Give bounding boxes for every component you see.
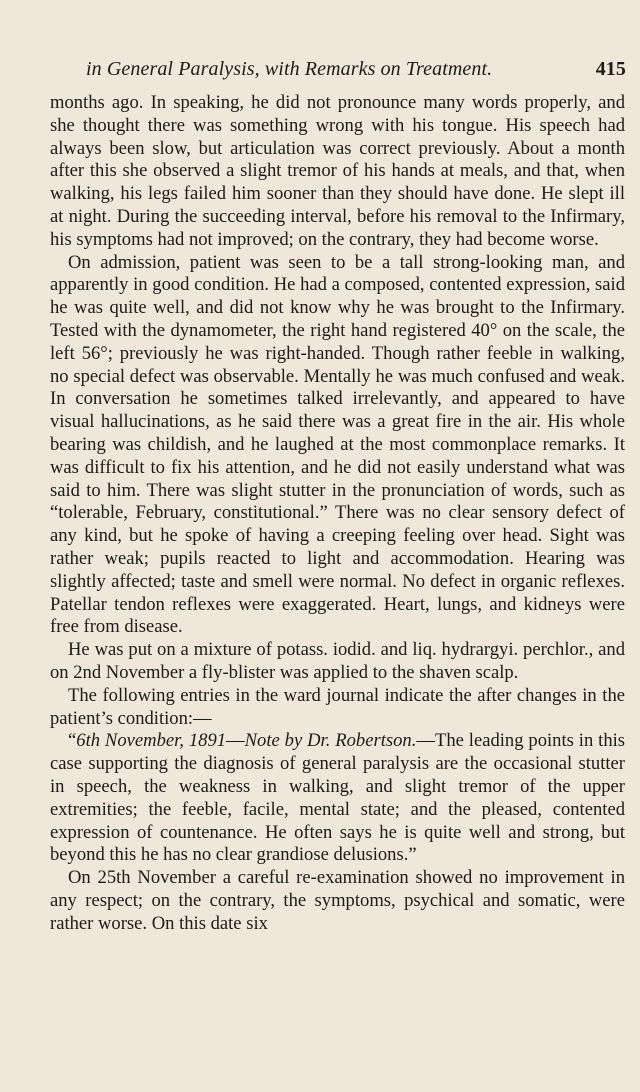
journal-entry-dash: —	[226, 730, 245, 752]
journal-entry-text: —The leading points in this case supporting the diagnosis of general paralysis are the occasional stutter in speech, the weakness in walking, and slight tremor of the upper extremities; the feeble, facile, mental state; and the pleased, contented expression of countenance. He often says he is quite well and strong, but beyond this he has no clear grandiose delusions.”	[50, 730, 626, 866]
running-head-title: in General Paralysis, with Remarks on Treatment.	[86, 58, 493, 80]
page-number: 415	[595, 58, 626, 80]
journal-entry-note: Note by Dr. Robertson.	[244, 730, 417, 752]
journal-open-quote: “	[68, 730, 77, 752]
paragraph-2: On admission, patient was seen to be a tall strong-looking man, and apparently in good condition. He had a composed, contented expression, said he was quite well, and did not know why he was brought to the Infirmary. Tested with the dynamometer, the right hand registered 40° on the scale, the left 56°; previously he was right-handed. Though rather feeble in walking, no special defect was observable. Mentally he was much confused and weak. In conversation he sometimes talked irrelevantly, and appeared to have visual hallucinations, as he said there was a great fire in the air. His whole bearing was childish, and he laughed at the most commonplace remarks. It was difficult to fix his attention, and he did not easily understand what was said to him. There was slight stutter in the pronunciation of words, such as “tolerable, February, constitutional.” There was no clear sensory defect of any kind, but he spoke of having a creeping feeling over head. Sight was rather weak; pupils reacted to light and accommodation. Hearing was slightly affected; taste and smell were normal. No defect in organic reflexes. Patellar tendon reflexes were exaggerated. Heart, lungs, and kidneys were free from disease.	[50, 251, 625, 638]
paragraph-4: The following entries in the ward journal indicate the after changes in the patient’s condition:—	[50, 684, 625, 729]
paragraph-3: He was put on a mixture of potass. iodid. and liq. hydrargyi. perchlor., and on 2nd November a fly-blister was applied to the shaven scalp.	[50, 639, 625, 683]
paragraph-1: months ago. In speaking, he did not pronounce many words properly, and she thought there was something wrong with his tongue. His speech had always been slow, but articulation was correct previously. About a month after this she observed a slight tremor of his hands at meals, and that, when walking, his legs failed him sooner than they should have done. He slept ill at night. During the succeeding interval, before his removal to the Infirmary, his symptoms had not improved; on the contrary, they had become worse.	[50, 92, 625, 250]
paragraph-6: On 25th November a careful re-examination showed no improvement in any respect; on the contrary, the symptoms, psychical and somatic, were rather worse. On this date six	[50, 867, 625, 934]
running-head	[86, 55, 626, 83]
body-text	[50, 92, 625, 935]
paragraph-5	[50, 730, 625, 867]
journal-entry-date: 6th November, 1891	[76, 730, 227, 752]
